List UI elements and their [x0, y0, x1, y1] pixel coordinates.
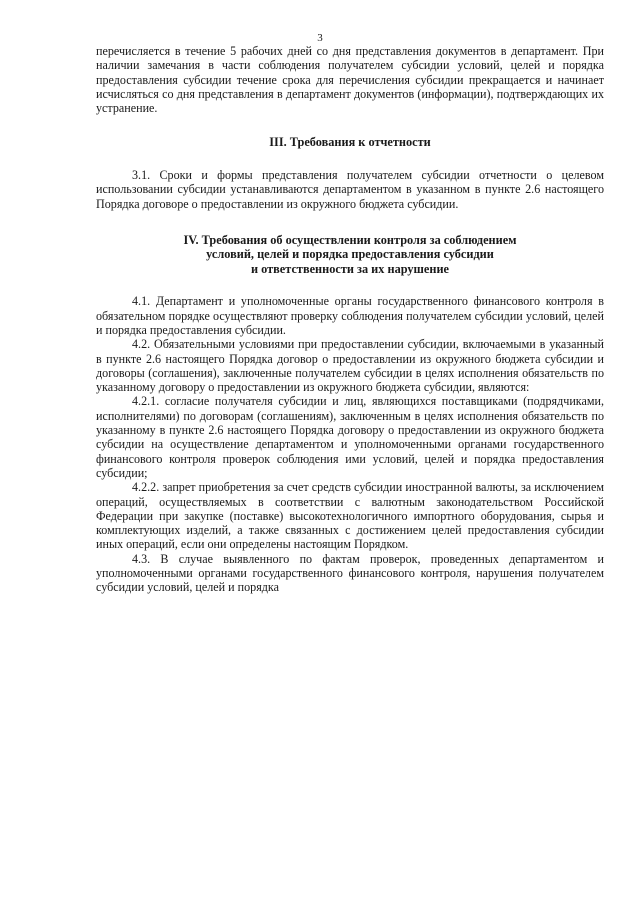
paragraph-4-2-1: 4.2.1. согласие получателя субсидии и лиц, являющихся поставщиками (подрядчиками, исполнителями) по договорам (соглашениям), заключенным в целях исполнения обязательств по указанному в пункте 2.6 настоящего Порядка договору о предоставлении из окружного бюджета субсидии на осуществление департаментом и уполномоченными органами государственного финансового контроля проверок соблюдения ими условий, целей и порядка предоставления субсидии;	[96, 394, 604, 480]
section-4-heading-line-3: и ответственности за их нарушение	[250, 261, 450, 276]
section-4-heading-line-1: IV. Требования об осуществлении контроля за соблюдением	[183, 232, 517, 247]
paragraph-3-1: 3.1. Сроки и формы представления получателем субсидии отчетности о целевом использовании субсидии устанавливаются департаментом в указанном в пункте 2.6 настоящего Порядка договоре о предоставлении из окружного бюджета субсидии.	[96, 167, 604, 211]
paragraph-4-3: 4.3. В случае выявленного по фактам проверок, проведенных департаментом и уполномоченными органами государственного финансового контроля, нарушения получателем субсидии условий, целей и порядка	[96, 551, 604, 595]
paragraph-4-1: 4.1. Департамент и уполномоченные органы государственного финансового контроля в обязательном порядке осуществляют проверку соблюдения получателем субсидии условий, целей и порядка предоставления субсидии.	[96, 294, 604, 337]
section-3-heading: III. Требования к отчетности	[269, 135, 431, 150]
paragraph-4-2: 4.2. Обязательными условиями при предоставлении субсидии, включаемыми в указанный в пункте 2.6 настоящего Порядка договор о предоставлении из окружного бюджета субсидии и договоры (соглашения), заключенные получателем субсидии в целях исполнения обязательств по указанному договору о предоставлении из окружного бюджета субсидии, являются:	[96, 337, 604, 395]
document-body	[96, 44, 604, 595]
paragraph-4-2-2: 4.2.2. запрет приобретения за счет средств субсидии иностранной валюты, за исключением операций, осуществляемых в соответствии с валютным законодательством Российской Федерации при закупке (поставке) высокотехнологичного импортного оборудования, сырья и комплектующих изделий, а также связанных с достижением целей предоставления субсидии иных операций, если они определены настоящим Порядком.	[96, 480, 604, 552]
section-4-heading-line-2: условий, целей и порядка предоставления субсидии	[206, 247, 494, 262]
intro-paragraph: перечисляется в течение 5 рабочих дней со дня представления документов в департамент. При наличии замечания в части соблюдения получателем субсидии условий, целей и порядка предоставления субсидии течение срока для перечисления субсидии прекращается и начинает исчисляться со дня представления в департамент документов (информации), подтверждающих их устранение.	[96, 44, 604, 116]
page-number: 3	[317, 32, 323, 44]
section-4-heading	[96, 233, 604, 277]
